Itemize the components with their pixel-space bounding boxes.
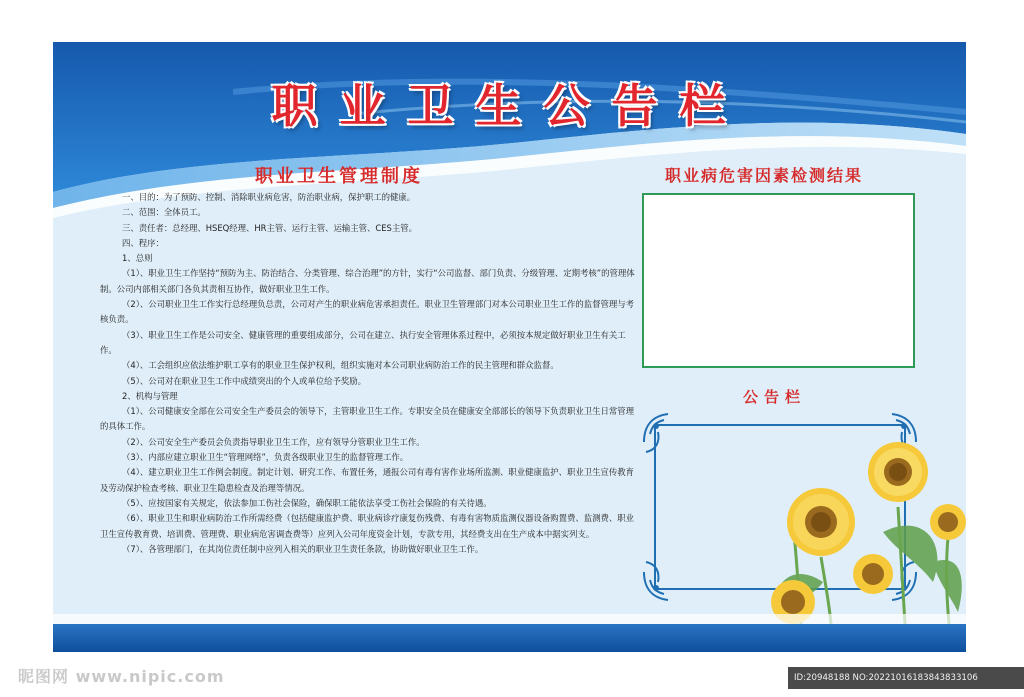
rule-paragraph: （2）、公司职业卫生工作实行总经理负总责，公司对产生的职业病危害承担责任。职业卫生管理部门对本公司职业卫生工作的监督管理与考核负责。 (100, 299, 635, 325)
detection-results-title: 职业病危害因素检测结果 (665, 166, 864, 185)
notice-title: 公告栏 (743, 388, 807, 406)
rule-paragraph: （2）、公司安全生产委员会负责指导职业卫生工作，应有领导分管职业卫生工作。 (122, 436, 425, 447)
sunflower-icon (733, 412, 966, 624)
rule-paragraph: 一、目的：为了预防、控制、消除职业病危害，防治职业病，保护职工的健康。 (122, 192, 416, 202)
rule-paragraph: 三、责任者：总经理、HSEQ经理、HR主管、运行主管、运输主管、CES主管。 (122, 222, 417, 233)
rule-paragraph: （1）、公司健康安全部在公司安全生产委员会的领导下，主管职业卫生工作。专职安全员在健康安全部部长的领导下负责职业卫生日常管理的具体工作。 (100, 406, 635, 432)
rule-paragraph: 四、程序： (122, 237, 164, 248)
rule-paragraph: （4）、工会组织应依法维护职工享有的职业卫生保护权利，组织实施对本公司职业病防治工作的民主管理和群众监督。 (122, 360, 559, 371)
image-id-strip: ID:20948188 NO:20221016183843833106 (788, 667, 1024, 689)
board-title: 职业卫生公告栏 (271, 79, 748, 133)
rule-paragraph: （5）、应按国家有关规定，依法参加工伤社会保险，确保职工能依法享受工伤社会保险的有关待遇。 (122, 497, 492, 508)
management-system-title: 职业卫生管理制度 (255, 166, 423, 187)
rule-paragraph: （3）、内部应建立职业卫生“管理网络”，负责各级职业卫生的监督管理工作。 (122, 452, 409, 463)
bulletin-board (53, 42, 966, 652)
footer-band (53, 624, 966, 652)
rule-paragraph: 1、总则 (122, 253, 153, 264)
site-watermark: 昵图网 www.nipic.com (18, 667, 225, 686)
management-rules-text (100, 190, 640, 557)
rule-paragraph: （7）、各管理部门，在其岗位责任制中应列入相关的职业卫生责任条款，协助做好职业卫生工作。 (122, 543, 484, 554)
rule-paragraph: 2、机构与管理 (122, 390, 178, 401)
rule-paragraph: 二、范围：全体员工。 (122, 207, 206, 218)
rule-paragraph: （4）、建立职业卫生工作例会制度。制定计划、研究工作、布置任务，通报公司有毒有害作业场所监测、职业健康监护、职业卫生宣传教育及劳动保护检查考核、职业卫生隐患检查及治理等情况。 (100, 467, 635, 493)
detection-results-box (642, 193, 915, 368)
rule-paragraph: （5）、公司对在职业卫生工作中成绩突出的个人或单位给予奖励。 (122, 375, 367, 386)
rule-paragraph: （1）、职业卫生工作坚持“预防为主、防治结合、分类管理、综合治理”的方针，实行“公司监督、部门负责、分级管理、定期考核”的管理体制。公司内部相关部门各负其责相互协作，做好职业卫生工作。 (100, 268, 635, 294)
footer-highlight (53, 614, 966, 624)
rule-paragraph: （6）、职业卫生和职业病防治工作所需经费（包括健康监护费、职业病诊疗康复伤残费、有毒有害物质监测仪器设备购置费、监测费、职业卫生宣传教育费、培训费、管理费、职业病危害调查费等）应列入公司年度资金计划，专款专用，其经费支出在生产成本中据实列支。 (100, 513, 635, 539)
rule-paragraph: （3）、职业卫生工作是公司安全、健康管理的重要组成部分，公司在建立、执行安全管理体系过程中，必须按本规定做好职业卫生有关工作。 (100, 329, 626, 355)
